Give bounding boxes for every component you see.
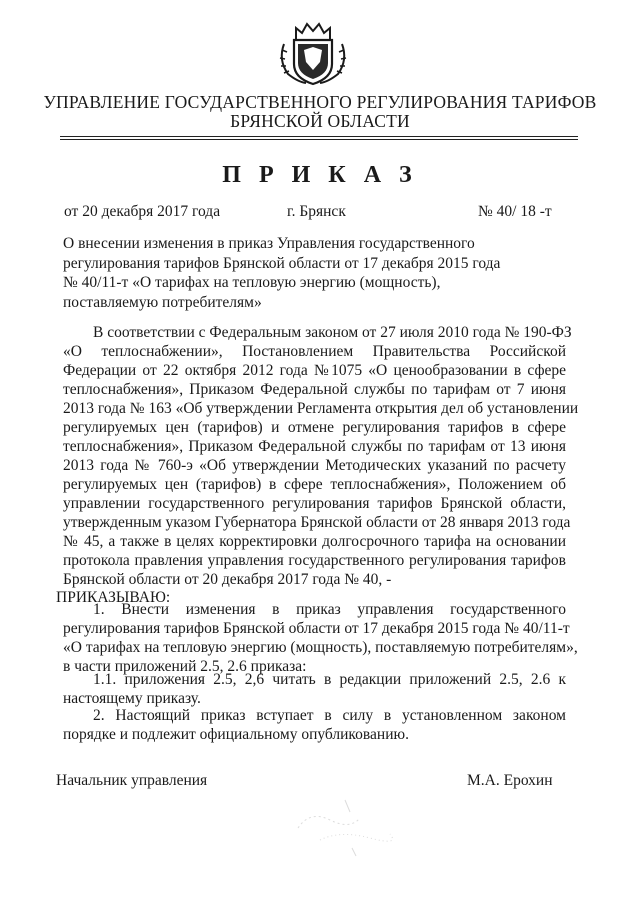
header-divider-bottom xyxy=(60,139,578,140)
item-1-line: «О тарифах на тепловую энергию (мощность), поставляемую потребителям», xyxy=(63,639,578,656)
header-divider-top xyxy=(60,136,578,137)
preamble-line: Федерации от 22 октября 2012 года №1075 «О ценообразовании в сфере xyxy=(63,362,566,379)
preamble-line: 2013 года № 760-э «Об утверждении Методических указаний по расчету xyxy=(63,457,566,474)
preamble-line: утвержденным указом Губернатора Брянской области от 28 января 2013 года xyxy=(63,514,571,531)
order-city: г. Брянск xyxy=(287,203,346,220)
document-title: П Р И К А З xyxy=(222,162,418,188)
subject-line: поставляемую потребителям» xyxy=(63,293,262,311)
order-number: № 40/ 18 -т xyxy=(478,203,552,220)
item-1-line: 1. Внести изменения в приказ управления государственного xyxy=(93,601,566,618)
preamble-line: 2013 года № 163 «Об утверждении Регламента открытия дел об установлении xyxy=(63,400,579,417)
signer-position: Начальник управления xyxy=(56,772,208,789)
agency-name-line1: УПРАВЛЕНИЕ ГОСУДАРСТВЕННОГО РЕГУЛИРОВАНИЯ ТАРИФОВ xyxy=(43,92,597,112)
coat-of-arms-icon xyxy=(274,20,352,86)
item-2-line: порядке и подлежит официальному опубликованию. xyxy=(63,726,409,743)
preamble-line: «О теплоснабжении», Постановлением Правительства Российской xyxy=(63,343,566,360)
signer-name: М.А. Ерохин xyxy=(467,772,553,789)
item-1-1-line: настоящему приказу. xyxy=(63,690,201,707)
order-date: от 20 декабря 2017 года xyxy=(64,203,221,220)
faint-stamp-mark xyxy=(290,790,400,860)
subject-line: О внесении изменения в приказ Управления государственного xyxy=(63,235,475,252)
preamble-line: регулируемых цен (тарифов) и отмене регулирования тарифов в сфере xyxy=(63,419,566,436)
agency-name-line2: БРЯНСКОЙ ОБЛАСТИ xyxy=(230,111,410,131)
preamble-line: управлении государственного регулирования тарифов Брянской области, xyxy=(63,495,566,512)
preamble-line: теплоснабжения», Приказом Федеральной службы по тарифам от 7 июня xyxy=(63,381,566,398)
item-1-line: регулирования тарифов Брянской области от 17 декабря 2015 года № 40/11-т xyxy=(63,620,570,637)
preamble-line: протокола правления управления государственного регулирования тарифов xyxy=(63,552,566,569)
preamble-line: Брянской области от 20 декабря 2017 года № 40, - xyxy=(63,571,392,588)
item-2-line: 2. Настоящий приказ вступает в силу в установленном законом xyxy=(93,707,566,724)
preamble-line: № 45, а также в целях корректировки долгосрочного тарифа на основании xyxy=(63,533,566,550)
order-subject xyxy=(63,234,501,312)
item-1-line: в части приложений 2.5, 2.6 приказа: xyxy=(63,658,307,675)
preamble-line: регулируемых цен (тарифов) в сфере теплоснабжения», Положением об xyxy=(63,476,566,493)
subject-line: № 40/11-т «О тарифах на тепловую энергию (мощность), xyxy=(63,274,441,291)
preamble-line: В соответствии с Федеральным законом от 27 июля 2010 года № 190-ФЗ xyxy=(93,324,572,341)
preamble-line: теплоснабжения», Приказом Федеральной службы по тарифам от 13 июня xyxy=(63,438,566,455)
subject-line: регулирования тарифов Брянской области от 17 декабря 2015 года xyxy=(63,254,501,272)
order-keyword: ПРИКАЗЫВАЮ: xyxy=(56,589,171,606)
item-1-1-line: 1.1. приложения 2.5, 2,6 читать в редакции приложений 2.5, 2.6 к xyxy=(93,671,566,688)
